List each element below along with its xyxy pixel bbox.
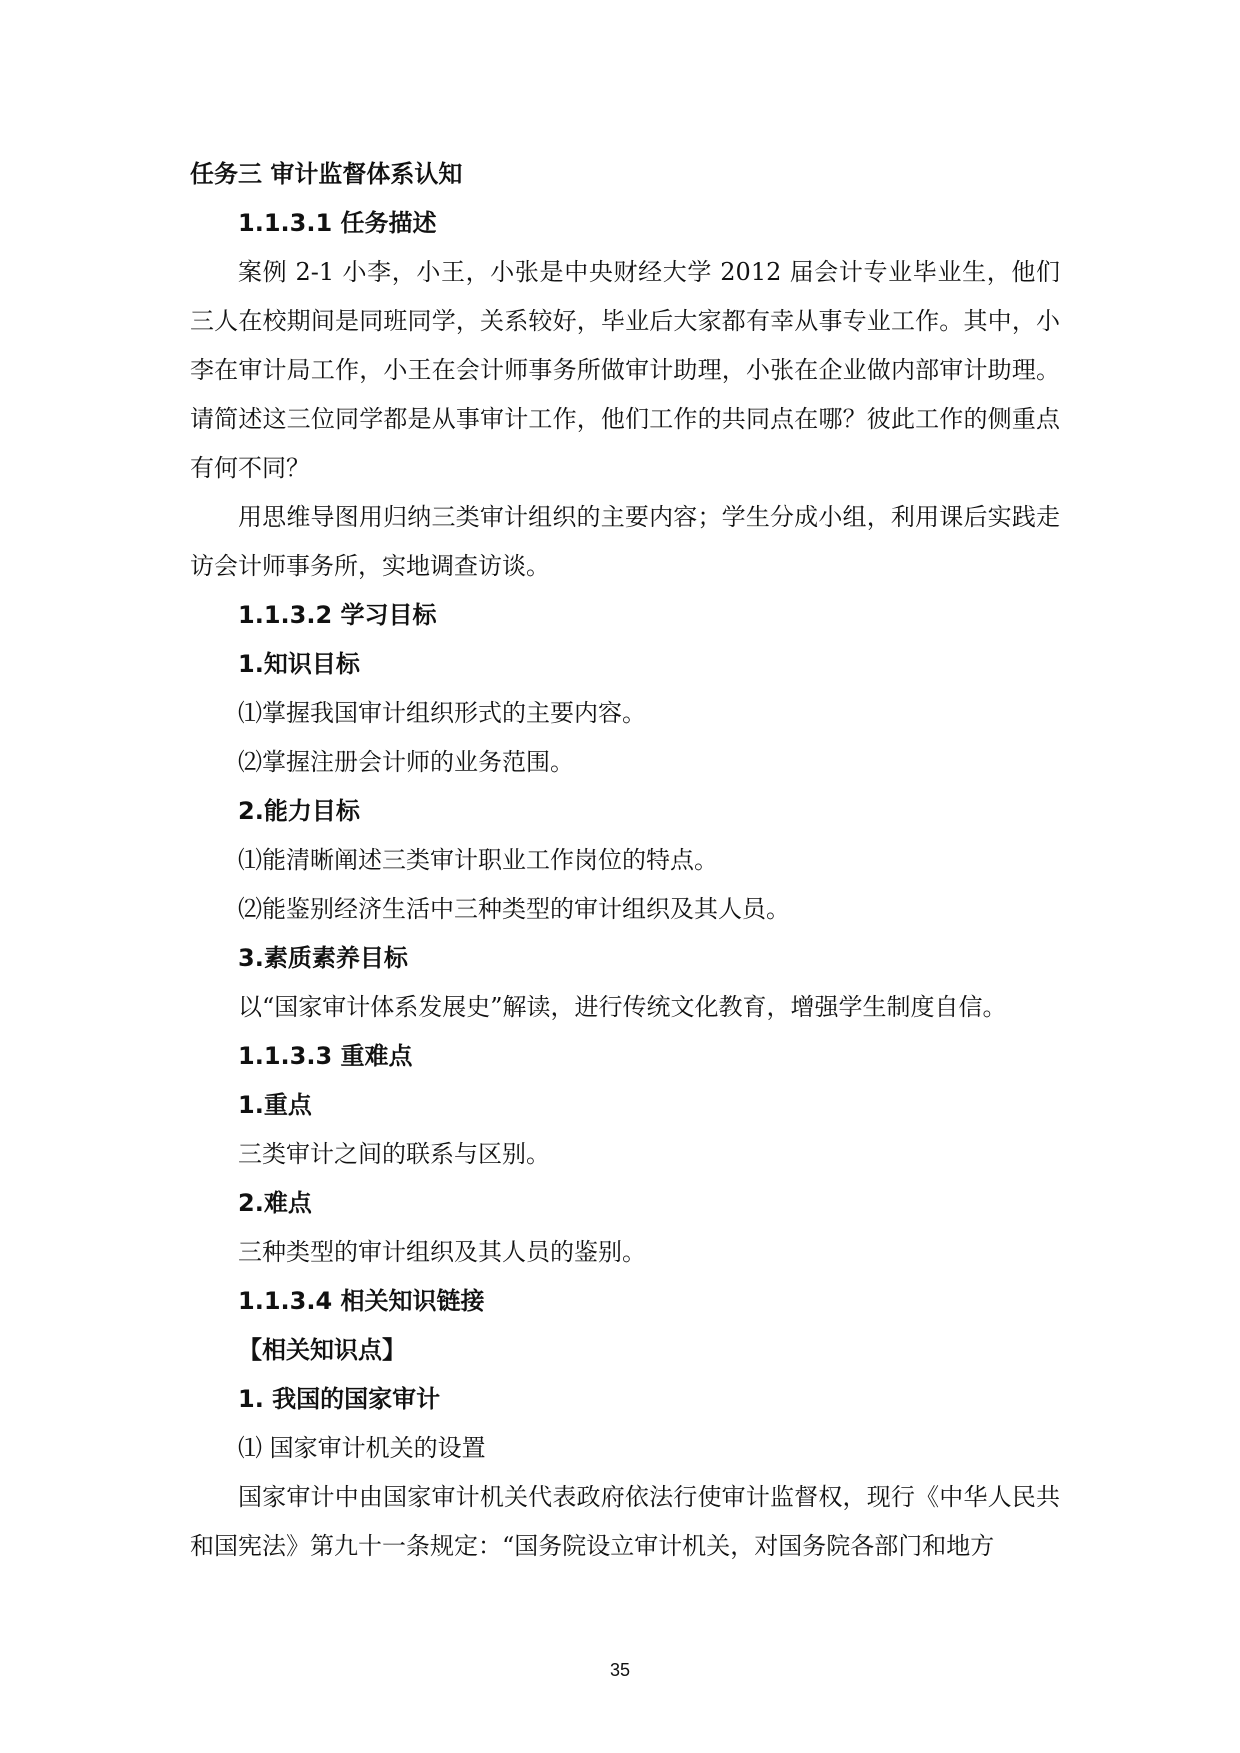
quality-goals-heading: 3.素质素养目标	[238, 944, 408, 972]
ability-goals-heading: 2.能力目标	[238, 797, 360, 825]
case-paragraph: 案例 2-1 小李，小王，小张是中央财经大学 2012 届会计专业毕业生，他们三人在校期间是同班同学，关系较好，毕业后大家都有幸从事专业工作。其中，小李在审计局工作，小王在会计师事务所做审计助理，小张在企业做内部审计助理。请简述这三位同学都是从事审计工作，他们工作的共同点在哪？彼此工作的侧重点有何不同？	[190, 258, 1060, 482]
section-heading-learning-goals: 1.1.3.2 学习目标	[238, 601, 437, 629]
section-heading-knowledge-links: 1.1.3.4 相关知识链接	[238, 1287, 485, 1315]
knowledge-goal-item: ⑴掌握我国审计组织形式的主要内容。	[238, 699, 646, 727]
page-number: 35	[609, 1660, 631, 1680]
difficulty-text: 三种类型的审计组织及其人员的鉴别。	[238, 1238, 646, 1266]
section-heading-task-description: 1.1.3.1 任务描述	[238, 209, 437, 237]
national-audit-subheading: ⑴ 国家审计机关的设置	[238, 1434, 486, 1462]
task-title: 任务三 审计监督体系认知	[190, 160, 463, 188]
key-point-text: 三类审计之间的联系与区别。	[238, 1140, 550, 1168]
knowledge-goals-heading: 1.知识目标	[238, 650, 360, 678]
knowledge-point-heading: 【相关知识点】	[238, 1336, 406, 1364]
knowledge-goal-item: ⑵掌握注册会计师的业务范围。	[238, 748, 574, 776]
difficulty-heading: 2.难点	[238, 1189, 312, 1217]
ability-goal-item: ⑵能鉴别经济生活中三种类型的审计组织及其人员。	[238, 895, 790, 923]
national-audit-heading: 1. 我国的国家审计	[238, 1385, 441, 1413]
section-heading-key-points: 1.1.3.3 重难点	[238, 1042, 413, 1070]
key-point-heading: 1.重点	[238, 1091, 312, 1119]
document-page	[190, 150, 1060, 1571]
quality-goal-text: 以“国家审计体系发展史”解读，进行传统文化教育，增强学生制度自信。	[238, 993, 1007, 1021]
mindmap-paragraph: 用思维导图用归纳三类审计组织的主要内容；学生分成小组，利用课后实践走访会计师事务所，实地调查访谈。	[190, 503, 1060, 580]
ability-goal-item: ⑴能清晰阐述三类审计职业工作岗位的特点。	[238, 846, 718, 874]
national-audit-paragraph: 国家审计中由国家审计机关代表政府依法行使审计监督权，现行《中华人民共和国宪法》第九十一条规定：“国务院设立审计机关，对国务院各部门和地方	[190, 1483, 1060, 1560]
